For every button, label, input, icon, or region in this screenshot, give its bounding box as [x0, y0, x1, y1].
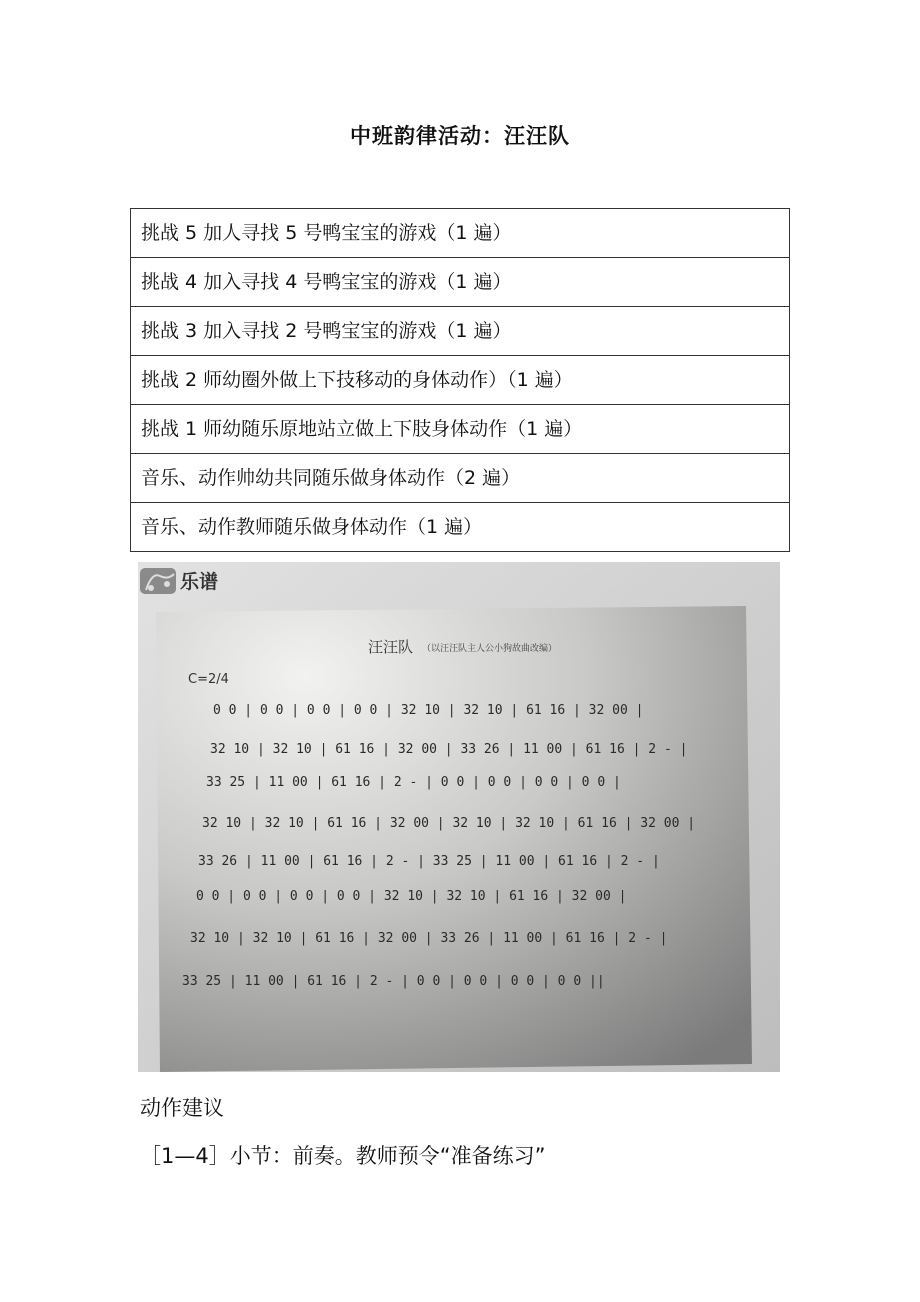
page-title: 中班韵律活动：汪汪队 [350, 124, 570, 148]
key-signature: C=2/4 [188, 672, 229, 687]
table-row [131, 258, 790, 307]
notation-row: 33 25 | 11 00 | 61 16 | 2 - | 0 0 | 0 0 | 0 0 | 0 0 || [182, 974, 605, 989]
notation-row: 32 10 | 32 10 | 61 16 | 32 00 | 32 10 | 32 10 | 61 16 | 32 00 | [202, 816, 696, 831]
notation-row: 0 0 | 0 0 | 0 0 | 0 0 | 32 10 | 32 10 | 61 16 | 32 00 | [196, 889, 627, 904]
table-cell: 挑战 4 加入寻找 4 号鸭宝宝的游戏（1 遍） [131, 258, 790, 307]
sheet-section-label: 乐谱 [180, 572, 219, 593]
notation-row: 0 0 | 0 0 | 0 0 | 0 0 | 32 10 | 32 10 | 61 16 | 32 00 | [213, 703, 644, 718]
table-cell: 挑战 5 加人寻找 5 号鸭宝宝的游戏（1 遍） [131, 209, 790, 258]
notation-row: 32 10 | 32 10 | 61 16 | 32 00 | 33 26 | 11 00 | 61 16 | 2 - | [210, 742, 688, 757]
table-row [131, 356, 790, 405]
notation-row: 32 10 | 32 10 | 61 16 | 32 00 | 33 26 | 11 00 | 61 16 | 2 - | [190, 931, 668, 946]
table-cell: 挑战 3 加入寻找 2 号鸭宝宝的游戏（1 遍） [131, 307, 790, 356]
table-cell: 挑战 1 师幼随乐原地站立做上下肢身体动作（1 遍） [131, 405, 790, 454]
table-row [131, 405, 790, 454]
sheet-music-photo [138, 562, 780, 1072]
music-note-icon [140, 568, 176, 594]
table-row [131, 454, 790, 503]
song-title: 汪汪队 [368, 638, 414, 656]
notation-row: 33 26 | 11 00 | 61 16 | 2 - | 33 25 | 11 00 | 61 16 | 2 - | [198, 854, 660, 869]
sheet-paper [156, 606, 752, 1072]
table-row [131, 209, 790, 258]
activity-steps-table [130, 208, 790, 552]
table-cell: 挑战 2 师幼圈外做上下技移动的身体动作）（1 遍） [131, 356, 790, 405]
table-cell: 音乐、动作教师随乐做身体动作（1 遍） [131, 503, 790, 552]
paragraph: ［1—4］小节：前奏。教师预令“准备练习” [140, 1144, 546, 1168]
table-row [131, 503, 790, 552]
song-subtitle: （以汪汪队主人公小狗故曲改编） [422, 644, 558, 654]
section-heading: 动作建议 [140, 1096, 224, 1120]
table-row [131, 307, 790, 356]
notation-row: 33 25 | 11 00 | 61 16 | 2 - | 0 0 | 0 0 | 0 0 | 0 0 | [206, 775, 621, 790]
table-cell: 音乐、动作帅幼共同随乐做身体动作（2 遍） [131, 454, 790, 503]
